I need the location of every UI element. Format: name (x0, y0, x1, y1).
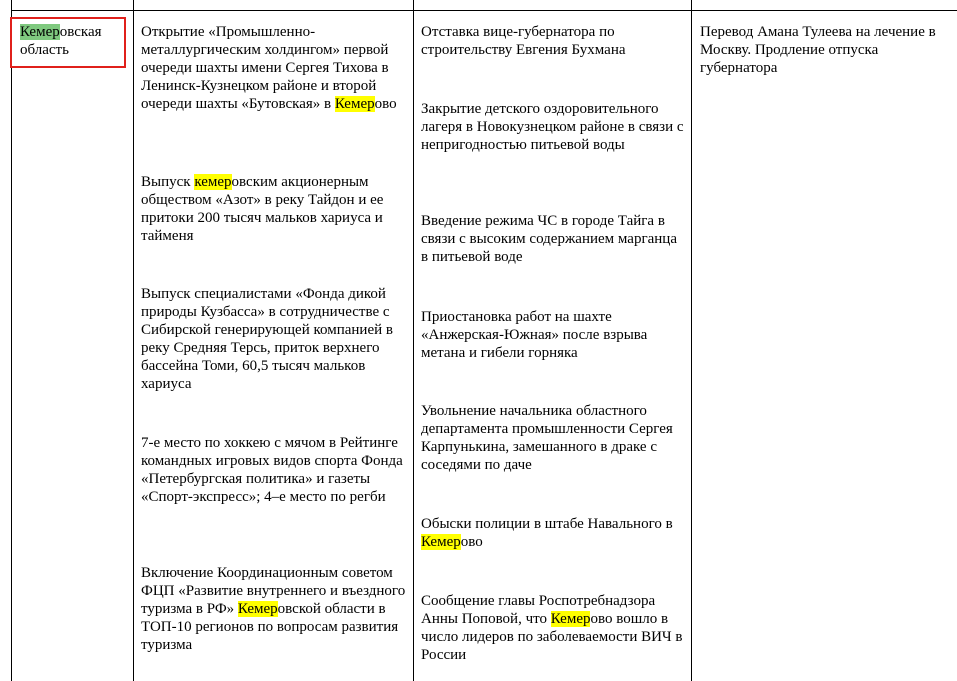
highlight-mark: Кемер (237, 601, 278, 617)
region-name-rest: овская область (20, 24, 102, 58)
event-item: Закрытие детского оздоровительного лагеря в Новокузнецком районе в связи с непригодностью питьевой воды (421, 101, 684, 153)
event-item: Выпуск специалистами «Фонда дикой природы Кузбасса» в сотрудничестве с Сибирской генерирующей компанией в реку Средняя Терсь, приток верхнего бассейна Томи, 60,5 тысяч мальков хариуса (141, 286, 393, 392)
region-highlight: Кемер (20, 24, 60, 40)
highlight-mark: Кемер (550, 611, 591, 627)
event-item: Перевод Амана Тулеева на лечение в Москву. Продление отпуска губернатора (700, 24, 936, 76)
event-item: Включение Координационным советом ФЦП «Развитие внутреннего и въездного туризма в РФ» Кемеровской области в ТОП-10 регионов по вопросам развития туризма (141, 565, 406, 653)
table-left-border (11, 0, 12, 681)
column-divider-1 (133, 0, 134, 681)
annotation-box (10, 17, 126, 68)
event-item: Приостановка работ на шахте «Анжерская-Южная» после взрыва метана и гибели горняка (421, 309, 648, 361)
event-item: Увольнение начальника областного департамента промышленности Сергея Карпунькина, замешанного в драке с соседями по даче (421, 403, 673, 473)
event-item: Обыски полиции в штабе Навального в Кемерово (421, 516, 673, 550)
event-item: Сообщение главы Роспотребнадзора Анны Поповой, что Кемерово вошло в число лидеров по заболеваемости ВИЧ в России (421, 593, 683, 663)
event-item: Открытие «Промышленно-металлургическим холдингом» первой очереди шахты имени Сергея Тихова в Ленинск-Кузнецком районе и второй очереди шахты «Бутовская» в Кемерово (141, 24, 397, 112)
event-item: 7-е место по хоккею с мячом в Рейтинге командных игровых видов спорта Фонда «Петербургская политика» и газеты «Спорт-экспресс»; 4–е место по регби (141, 435, 403, 505)
highlight-mark: кемер (194, 174, 232, 190)
column-divider-2 (413, 0, 414, 681)
highlight-mark: Кемер (334, 96, 375, 112)
highlight-mark: Кемер (421, 534, 461, 550)
table-top-border (11, 10, 957, 11)
column-divider-3 (691, 0, 692, 681)
event-item: Введение режима ЧС в городе Тайга в связи с высоким содержанием марганца в питьевой воде (421, 213, 677, 265)
event-item: Отставка вице-губернатора по строительству Евгения Бухмана (421, 24, 626, 58)
event-item: Выпуск кемеровским акционерным обществом «Азот» в реку Тайдон и ее притоки 200 тысяч мальков хариуса и тайменя (141, 174, 384, 244)
